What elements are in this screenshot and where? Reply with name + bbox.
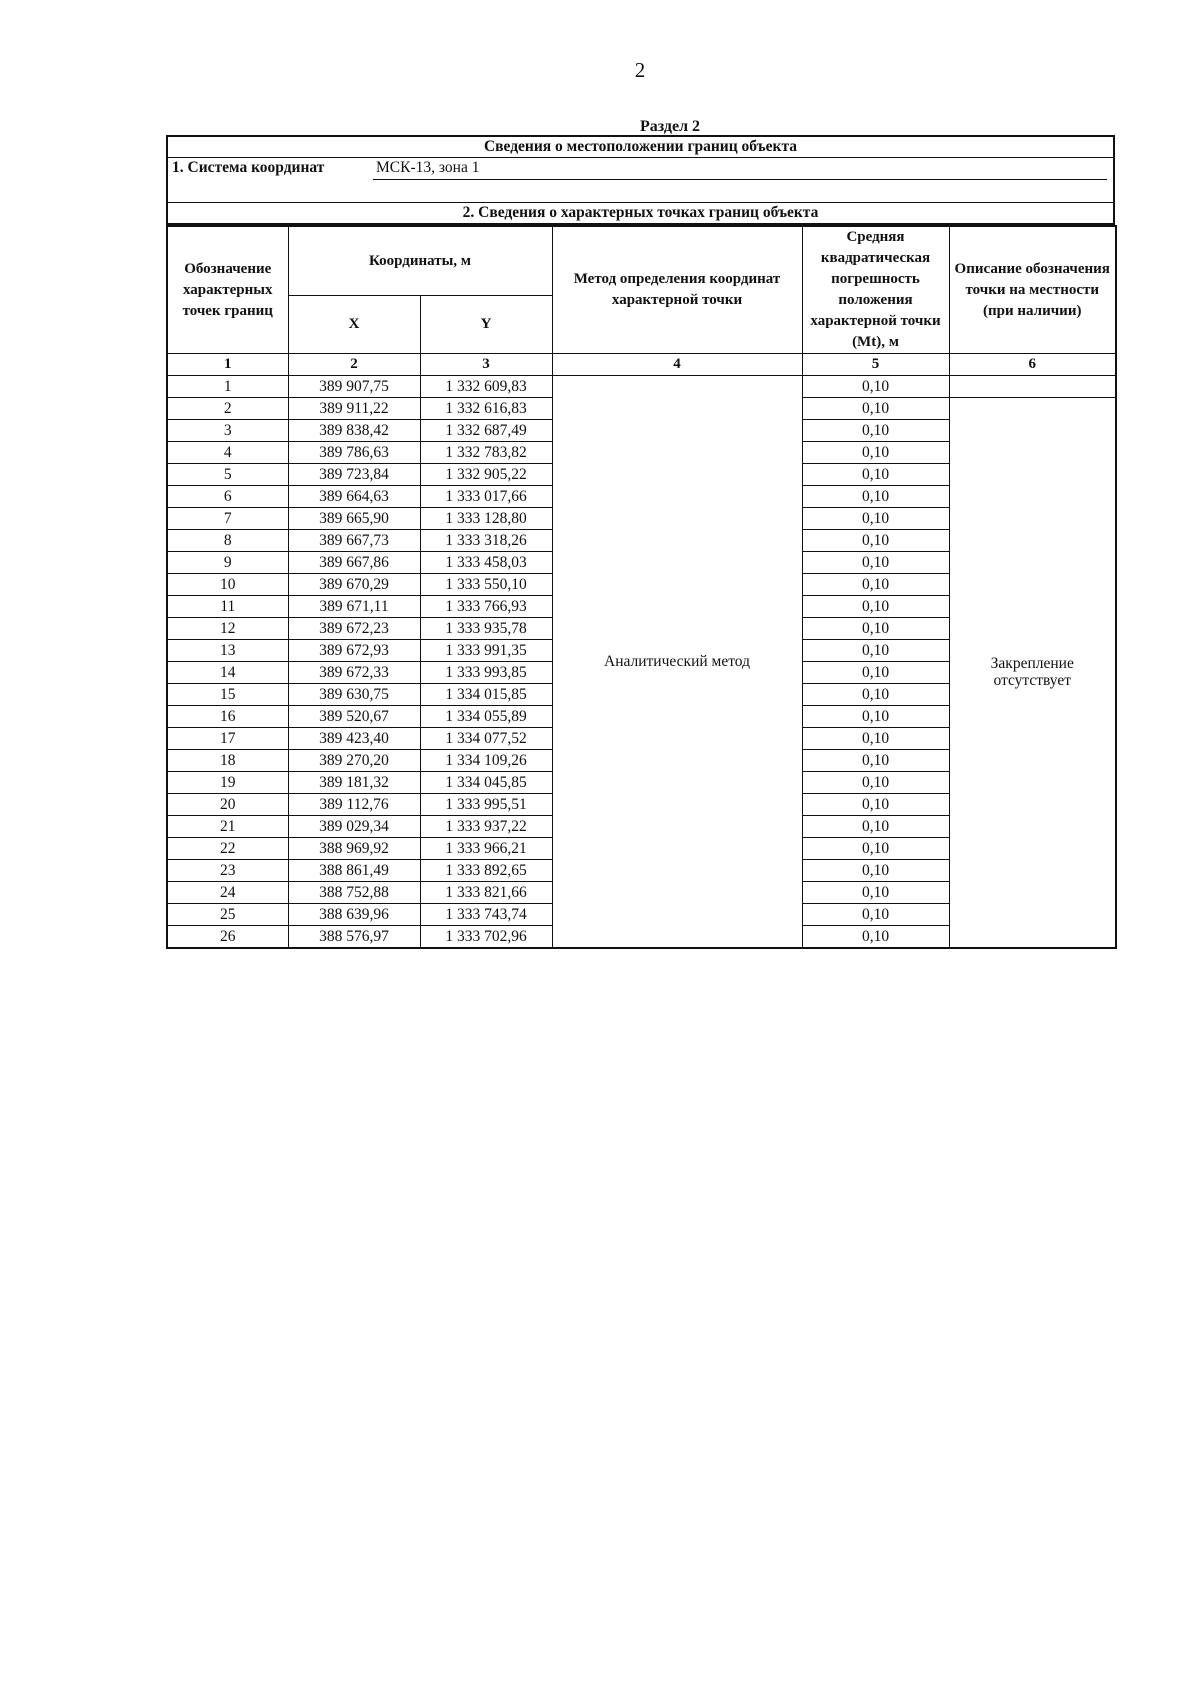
coord-x: 389 672,93 [288, 640, 420, 662]
point-number: 13 [167, 640, 288, 662]
mt-value: 0,10 [802, 574, 949, 596]
mt-value: 0,10 [802, 684, 949, 706]
point-number: 9 [167, 552, 288, 574]
location-frame-table [166, 135, 1115, 225]
coord-x: 388 969,92 [288, 838, 420, 860]
point-number: 26 [167, 926, 288, 948]
mt-value: 0,10 [802, 662, 949, 684]
coord-x: 389 112,76 [288, 794, 420, 816]
coord-y: 1 333 995,51 [420, 794, 552, 816]
mt-value: 0,10 [802, 838, 949, 860]
header-x: X [288, 296, 420, 354]
coord-y: 1 332 905,22 [420, 464, 552, 486]
table-row [167, 376, 1116, 398]
points-table [166, 225, 1117, 949]
coord-x: 389 630,75 [288, 684, 420, 706]
coord-y: 1 333 318,26 [420, 530, 552, 552]
coord-y: 1 333 937,22 [420, 816, 552, 838]
coord-y: 1 334 077,52 [420, 728, 552, 750]
description-cell: Закрепление отсутствует [949, 398, 1116, 948]
coord-x: 389 838,42 [288, 420, 420, 442]
point-number: 4 [167, 442, 288, 464]
coord-x: 389 181,32 [288, 772, 420, 794]
point-number: 16 [167, 706, 288, 728]
method-cell: Аналитический метод [552, 376, 802, 948]
coord-y: 1 333 550,10 [420, 574, 552, 596]
points-title: 2. Сведения о характерных точках границ объекта [167, 203, 1114, 225]
column-number: 3 [420, 354, 552, 376]
coord-y: 1 333 702,96 [420, 926, 552, 948]
point-number: 5 [167, 464, 288, 486]
mt-value: 0,10 [802, 530, 949, 552]
coord-y: 1 333 892,65 [420, 860, 552, 882]
column-numbers-row [167, 354, 1116, 376]
coord-y: 1 333 993,85 [420, 662, 552, 684]
mt-value: 0,10 [802, 728, 949, 750]
mt-value: 0,10 [802, 882, 949, 904]
coord-system-value: МСК-13, зона 1 [376, 159, 480, 176]
coord-y: 1 333 935,78 [420, 618, 552, 640]
mt-value: 0,10 [802, 420, 949, 442]
point-number: 8 [167, 530, 288, 552]
mt-value: 0,10 [802, 508, 949, 530]
coord-y: 1 333 017,66 [420, 486, 552, 508]
mt-value: 0,10 [802, 706, 949, 728]
mt-value: 0,10 [802, 904, 949, 926]
coord-x: 388 576,97 [288, 926, 420, 948]
column-number: 1 [167, 354, 288, 376]
point-number: 20 [167, 794, 288, 816]
coord-x: 389 723,84 [288, 464, 420, 486]
mt-value: 0,10 [802, 750, 949, 772]
mt-value: 0,10 [802, 926, 949, 948]
document-sheet [166, 135, 1115, 949]
point-number: 3 [167, 420, 288, 442]
coord-x: 389 667,73 [288, 530, 420, 552]
coord-y: 1 334 055,89 [420, 706, 552, 728]
point-number: 12 [167, 618, 288, 640]
point-number: 19 [167, 772, 288, 794]
column-number: 4 [552, 354, 802, 376]
mt-value: 0,10 [802, 618, 949, 640]
point-number: 24 [167, 882, 288, 904]
coord-y: 1 333 766,93 [420, 596, 552, 618]
point-number: 22 [167, 838, 288, 860]
coord-x: 389 665,90 [288, 508, 420, 530]
coord-y: 1 332 609,83 [420, 376, 552, 398]
point-number: 23 [167, 860, 288, 882]
coord-x: 389 907,75 [288, 376, 420, 398]
coord-y: 1 332 687,49 [420, 420, 552, 442]
underline [373, 179, 1107, 180]
coord-x: 388 639,96 [288, 904, 420, 926]
coord-x: 389 672,33 [288, 662, 420, 684]
coord-x: 389 672,23 [288, 618, 420, 640]
coord-y: 1 334 109,26 [420, 750, 552, 772]
point-number: 2 [167, 398, 288, 420]
point-number: 6 [167, 486, 288, 508]
coord-y: 1 333 458,03 [420, 552, 552, 574]
point-number: 1 [167, 376, 288, 398]
mt-value: 0,10 [802, 640, 949, 662]
mt-value: 0,10 [802, 398, 949, 420]
coord-x: 389 671,11 [288, 596, 420, 618]
coord-x: 389 423,40 [288, 728, 420, 750]
coord-y: 1 333 743,74 [420, 904, 552, 926]
coord-x: 388 861,49 [288, 860, 420, 882]
table-title: Сведения о местоположении границ объекта [167, 136, 1114, 158]
mt-value: 0,10 [802, 464, 949, 486]
header-y: Y [420, 296, 552, 354]
column-number: 2 [288, 354, 420, 376]
coord-y: 1 333 966,21 [420, 838, 552, 860]
coord-y: 1 334 045,85 [420, 772, 552, 794]
coord-system-label: 1. Система координат [172, 159, 325, 176]
point-number: 21 [167, 816, 288, 838]
point-number: 14 [167, 662, 288, 684]
coord-system-row [167, 158, 1114, 203]
coord-y: 1 332 783,82 [420, 442, 552, 464]
point-number: 25 [167, 904, 288, 926]
column-number: 6 [949, 354, 1116, 376]
mt-value: 0,10 [802, 860, 949, 882]
coord-y: 1 332 616,83 [420, 398, 552, 420]
mt-value: 0,10 [802, 816, 949, 838]
header-error: Средняя квадратическая погрешность положения характерной точки (Mt), м [802, 226, 949, 354]
coord-x: 388 752,88 [288, 882, 420, 904]
point-number: 17 [167, 728, 288, 750]
mt-value: 0,10 [802, 596, 949, 618]
coord-x: 389 270,20 [288, 750, 420, 772]
page-number: 2 [634, 58, 646, 82]
mt-value: 0,10 [802, 772, 949, 794]
description-blank [949, 376, 1116, 398]
coord-y: 1 333 991,35 [420, 640, 552, 662]
header-coordinates: Координаты, м [288, 226, 552, 296]
section-title: Раздел 2 [639, 118, 701, 135]
point-number: 18 [167, 750, 288, 772]
coord-x: 389 664,63 [288, 486, 420, 508]
coord-x: 389 029,34 [288, 816, 420, 838]
coord-x: 389 520,67 [288, 706, 420, 728]
header-method: Метод определения координат характерной точки [552, 226, 802, 354]
header-description: Описание обозначения точки на местности (при наличии) [949, 226, 1116, 354]
mt-value: 0,10 [802, 376, 949, 398]
coord-x: 389 786,63 [288, 442, 420, 464]
point-number: 7 [167, 508, 288, 530]
mt-value: 0,10 [802, 486, 949, 508]
point-number: 11 [167, 596, 288, 618]
header-point-designation: Обозначение характерных точек границ [167, 226, 288, 354]
coord-y: 1 333 128,80 [420, 508, 552, 530]
coord-x: 389 670,29 [288, 574, 420, 596]
point-number: 15 [167, 684, 288, 706]
coord-y: 1 334 015,85 [420, 684, 552, 706]
mt-value: 0,10 [802, 442, 949, 464]
point-number: 10 [167, 574, 288, 596]
coord-x: 389 667,86 [288, 552, 420, 574]
coord-x: 389 911,22 [288, 398, 420, 420]
mt-value: 0,10 [802, 552, 949, 574]
mt-value: 0,10 [802, 794, 949, 816]
coord-y: 1 333 821,66 [420, 882, 552, 904]
column-number: 5 [802, 354, 949, 376]
